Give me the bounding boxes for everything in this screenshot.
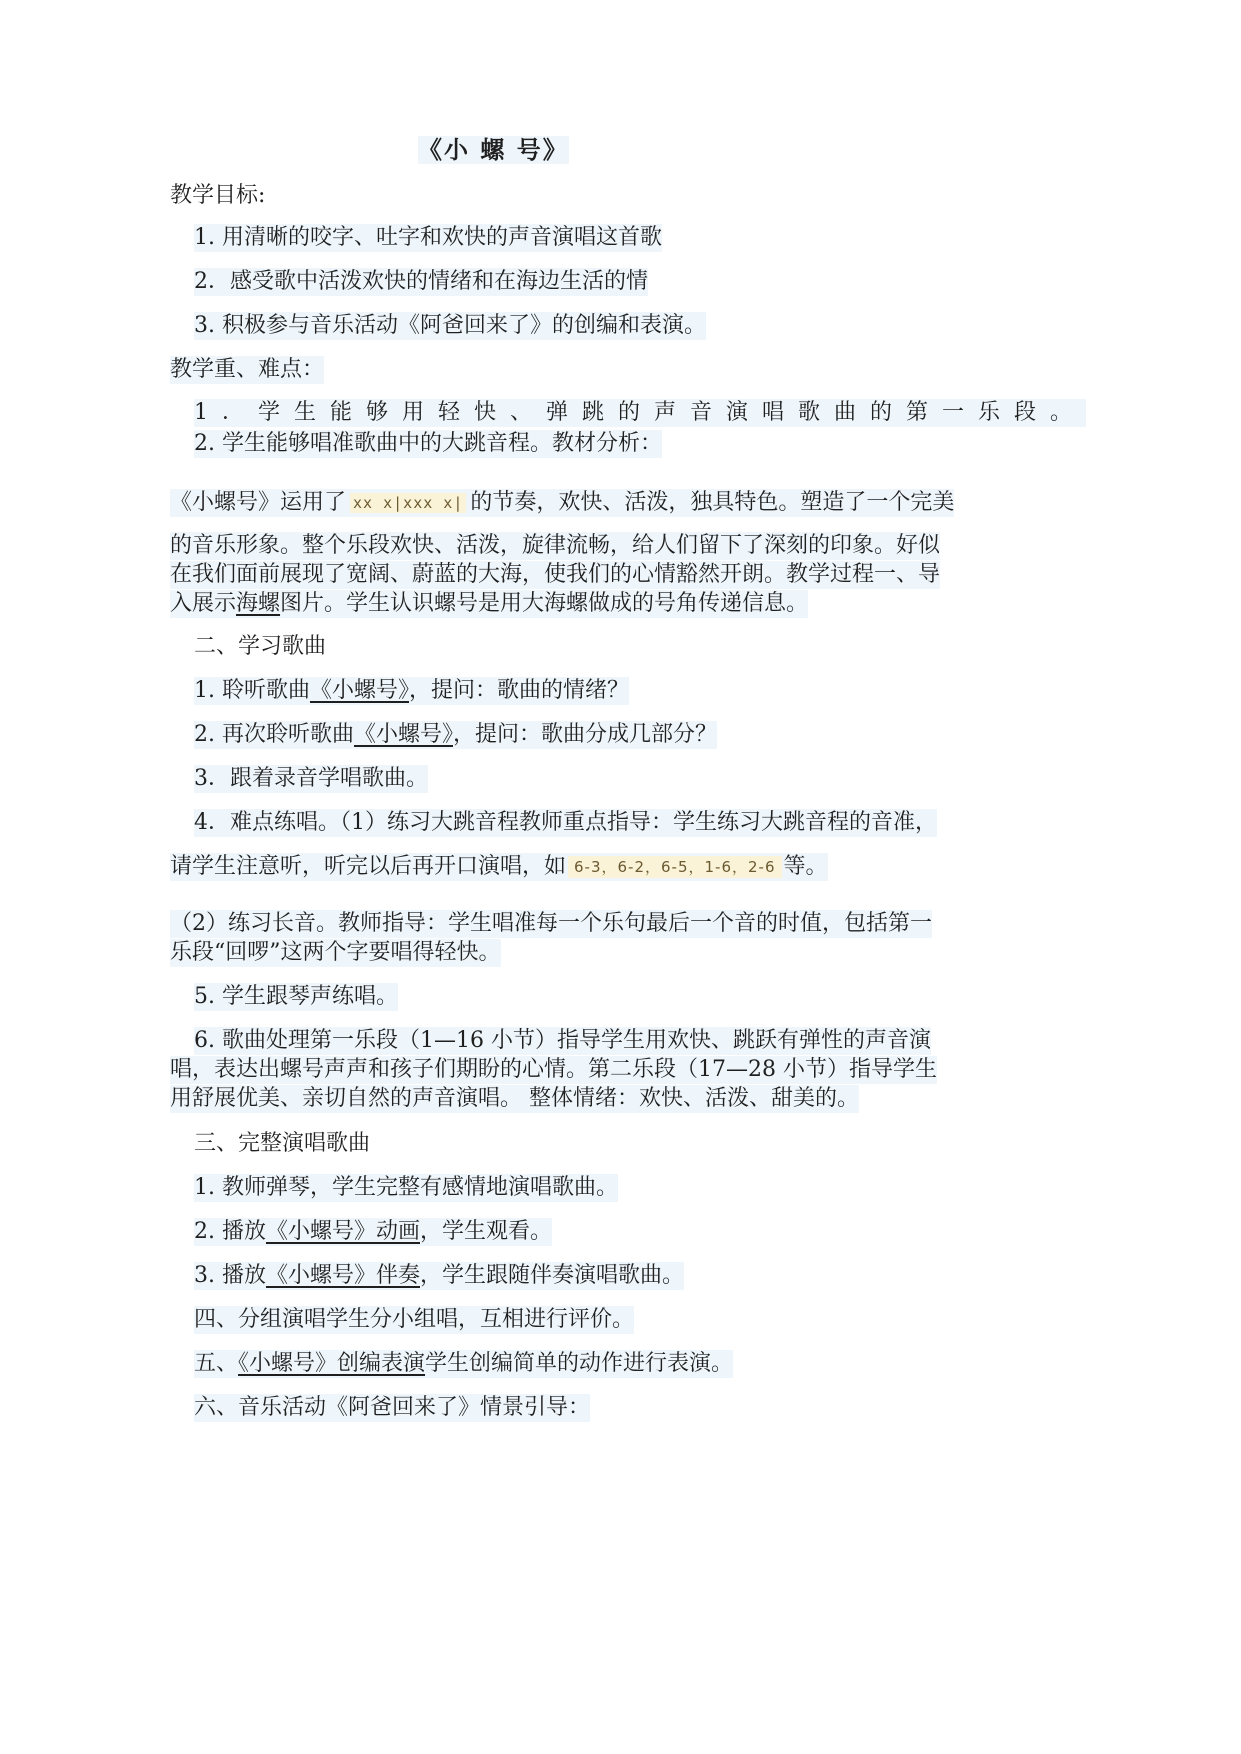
item-text: 2. 播放 (194, 1219, 266, 1244)
analysis-text: 的节奏，欢快、活泼，独具特色。塑造了一个完美 (470, 490, 955, 515)
section-5-heading (194, 1350, 733, 1378)
section-4-heading: 四、分组演唱学生分小组唱，互相进行评价。 (194, 1307, 635, 1332)
section-3-item-1: 1. 教师弹琴，学生完整有感情地演唱歌曲。 (194, 1175, 618, 1200)
song-link[interactable]: 《小螺号》 (353, 722, 453, 747)
section-text: 学生创编简单的动作进行表演。 (425, 1351, 734, 1376)
rhythm-notation: xx x|xxx x| (350, 493, 466, 513)
page-title: 《小 螺 号》 (418, 135, 569, 164)
analysis-line-1 (170, 489, 954, 517)
item-text: 3. 播放 (194, 1263, 266, 1288)
difficulty-item-1: 1．学生能够用轻快、弹跳的声音演唱歌曲的第一乐段。 (194, 400, 1086, 425)
animation-link[interactable]: 《小螺号》动画 (265, 1219, 420, 1244)
section-3-item-2 (194, 1218, 552, 1246)
section-2-step-4-cont (170, 853, 828, 881)
analysis-text: 图片。学生认识螺号是用大海螺做成的号角传递信息。 (280, 591, 809, 616)
section-3-heading: 三、完整演唱歌曲 (194, 1131, 371, 1156)
objectives-heading: 教学目标: (170, 183, 266, 208)
section-2-step-2 (194, 721, 717, 749)
section-2-long-note-line-1: （2）练习长音。教师指导：学生唱准每一个乐句最后一个音的时值，包括第一 (170, 911, 932, 936)
analysis-text: 《小螺号》运用了 (170, 490, 347, 515)
interval-notation: 6-3，6-2，6-5，1-6，2-6 (568, 856, 782, 878)
difficulty-item-2: 2. 学生能够唱准歌曲中的大跳音程。教材分析： (194, 431, 662, 456)
step-text: 2. 再次聆听歌曲 (194, 722, 354, 747)
objective-item-2: 2．感受歌中活泼欢快的情绪和在海边生活的情 (194, 269, 648, 294)
step-text: ，提问：歌曲分成几部分？ (453, 722, 718, 747)
objective-item-1: 1. 用清晰的咬字、吐字和欢快的声音演唱这首歌 (194, 225, 662, 250)
analysis-line-4 (170, 590, 808, 618)
section-6-heading: 六、音乐活动《阿爸回来了》情景引导： (194, 1395, 591, 1420)
song-link[interactable]: 《小螺号》 (309, 678, 409, 703)
section-text: 五、 (194, 1351, 239, 1376)
analysis-text: 入展示 (170, 591, 237, 616)
difficulties-heading: 教学重、难点： (170, 357, 325, 382)
section-2-step-1 (194, 677, 629, 705)
section-3-item-3 (194, 1262, 684, 1290)
step-text: 请学生注意听，听完以后再开口演唱，如 (170, 854, 567, 879)
step-text: ，提问：歌曲的情绪？ (409, 678, 630, 703)
section-2-step-6-line-2: 唱，表达出螺号声声和孩子们期盼的心情。第二乐段（17—28 小节）指导学生 (170, 1057, 937, 1082)
section-2-long-note-line-2: 乐段“回啰”这两个字要唱得轻快。 (170, 940, 501, 965)
analysis-line-2: 的音乐形象。整个乐段欢快、活泼，旋律流畅，给人们留下了深刻的印象。好似 (170, 533, 941, 558)
accompaniment-link[interactable]: 《小螺号》伴奏 (265, 1263, 420, 1288)
item-text: ，学生跟随伴奏演唱歌曲。 (420, 1263, 685, 1288)
conch-link[interactable]: 海螺 (236, 591, 281, 616)
section-2-step-6-line-3: 用舒展优美、亲切自然的声音演唱。 整体情绪：欢快、活泼、甜美的。 (170, 1086, 859, 1111)
section-2-heading: 二、学习歌曲 (194, 634, 327, 659)
section-2-step-6-line-1: 6. 歌曲处理第一乐段（1—16 小节）指导学生用欢快、跳跃有弹性的声音演 (194, 1028, 931, 1053)
section-2-step-4: 4．难点练唱。（1）练习大跳音程教师重点指导：学生练习大跳音程的音准， (194, 810, 937, 835)
step-text: 等。 (783, 854, 828, 879)
section-2-step-5: 5. 学生跟琴声练唱。 (194, 984, 398, 1009)
objective-item-3: 3. 积极参与音乐活动《阿爸回来了》的创编和表演。 (194, 313, 706, 338)
analysis-line-3: 在我们面前展现了宽阔、蔚蓝的大海，使我们的心情豁然开朗。教学过程一、导 (170, 562, 941, 587)
performance-link[interactable]: 《小螺号》创编表演 (238, 1351, 426, 1376)
step-text: 1. 聆听歌曲 (194, 678, 310, 703)
item-text: ，学生观看。 (420, 1219, 553, 1244)
section-2-step-3: 3．跟着录音学唱歌曲。 (194, 766, 428, 791)
